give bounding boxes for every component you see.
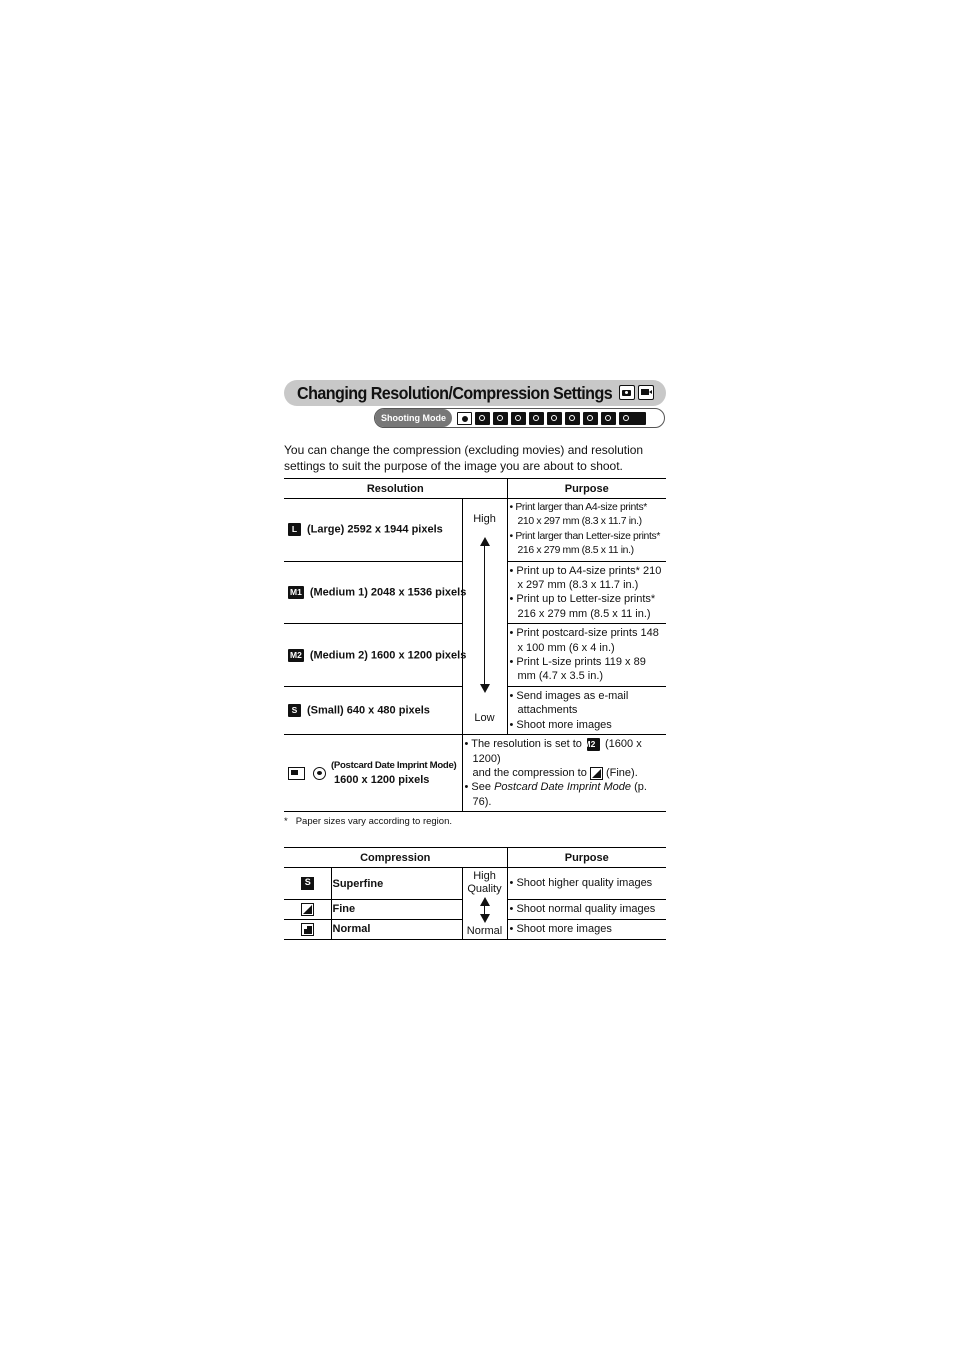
- quality-arrow-cell: [462, 499, 507, 735]
- fine-icon: [590, 767, 603, 780]
- digital-macro-icon: [493, 412, 508, 425]
- purpose-header: Purpose: [507, 848, 666, 868]
- normal-label: Normal: [466, 924, 503, 937]
- manual-page: [284, 380, 666, 940]
- fine-label: Fine: [331, 900, 462, 919]
- list-item: • Print larger than Letter-size prints* 216 x 279 mm (8.5 x 11 in.): [509, 530, 661, 557]
- date-imprint-icon: [313, 767, 326, 780]
- purpose-large: [507, 499, 666, 562]
- high-label: High: [473, 513, 496, 525]
- postcard-label: (Postcard Date Imprint Mode): [331, 760, 457, 772]
- arrow-down-icon: [480, 684, 490, 693]
- list-item: • The resolution is set to M2 (1600 x 1200) and the compression to (Fine).: [464, 738, 642, 779]
- table-row: [284, 499, 666, 562]
- list-item: • Send images as e-mail attachments: [509, 689, 629, 717]
- resolution-header-row: [284, 479, 666, 499]
- page-title: Changing Resolution/Compression Settings: [297, 382, 613, 403]
- title-icons: [619, 385, 654, 400]
- purpose-normal: • Shoot more images: [507, 919, 666, 939]
- night-scene-icon: [547, 412, 562, 425]
- compression-header: Compression: [284, 848, 507, 868]
- s-badge-icon: S: [288, 704, 301, 717]
- manual-icon: [475, 412, 490, 425]
- purpose-header: Purpose: [507, 479, 666, 499]
- intro-text: You can change the compression (excluding movies) and resolution settings to suit the purpose of the image you are about to shoot.: [284, 443, 644, 473]
- compression-table: [284, 847, 666, 939]
- list-item: • Print postcard-size prints 148 x 100 mm (6 x 4 in.): [509, 627, 659, 654]
- shooting-mode-row: [284, 408, 666, 428]
- resolution-label: (Small) 640 x 480 pixels: [307, 704, 430, 717]
- stitch-assist-icon: [619, 412, 646, 425]
- compression-header-row: [284, 848, 666, 868]
- list-item: • Shoot more images: [509, 718, 612, 731]
- mode-icons: [457, 412, 646, 425]
- purpose-superfine: • Shoot higher quality images: [507, 868, 666, 900]
- shooting-mode-bar: [374, 408, 665, 428]
- table-row: [284, 868, 666, 900]
- low-label: Low: [474, 712, 495, 725]
- list-item: • Print up to Letter-size prints* 216 x 279 mm (8.5 x 11 in.): [509, 593, 656, 620]
- resolution-header: Resolution: [284, 479, 507, 499]
- shooting-mode-label: Shooting Mode: [375, 409, 452, 427]
- portrait-icon: [511, 412, 526, 425]
- list-item: • See Postcard Date Imprint Mode (p. 76).: [464, 781, 647, 808]
- footnote: * Paper sizes vary according to region.: [284, 816, 453, 828]
- section-title-bar: [284, 380, 666, 406]
- resolution-large: [284, 499, 462, 562]
- purpose-medium2: [507, 624, 666, 687]
- slow-shutter-icon: [583, 412, 598, 425]
- m2-badge-icon: M2: [290, 649, 302, 660]
- fine-icon: [301, 903, 314, 916]
- normal-icon: [301, 923, 314, 936]
- large-badge-icon: L: [288, 523, 301, 536]
- special-scene-icon: [601, 412, 616, 425]
- camera-icon: [619, 385, 635, 400]
- normal-label: Normal: [331, 919, 462, 939]
- postcard-icons: [288, 767, 326, 780]
- superfine-icon: [301, 877, 314, 890]
- resolution-table: [284, 478, 666, 812]
- fast-shutter-icon: [565, 412, 580, 425]
- high-label: High: [473, 870, 496, 883]
- resolution-medium2: [284, 624, 467, 687]
- resolution-label: (Medium 1) 2048 x 1536 pixels: [309, 586, 467, 599]
- m2-badge-icon: M2: [587, 738, 600, 751]
- postcard-icon: [288, 767, 305, 780]
- fine-icon-cell: [284, 900, 331, 919]
- superfine-label: Superfine: [331, 868, 462, 900]
- landscape-icon: [529, 412, 544, 425]
- superfine-icon-cell: [284, 868, 331, 900]
- list-item: • Print larger than A4-size prints* 210 x 297 mm (8.3 x 11.7 in.): [509, 502, 648, 528]
- resolution-medium1: [284, 561, 467, 624]
- arrow-down-icon: [480, 914, 490, 923]
- m1-badge-icon: M1: [290, 586, 302, 597]
- postcard-pixels: 1600 x 1200 pixels: [334, 774, 430, 787]
- compression-arrow-cell: [462, 868, 507, 939]
- purpose-small: [507, 686, 666, 734]
- quality-label: Quality: [467, 883, 502, 896]
- resolution-postcard: [284, 735, 462, 812]
- auto-icon: [457, 412, 472, 425]
- resolution-label: (Medium 2) 1600 x 1200 pixels: [309, 648, 467, 661]
- movie-icon: [638, 385, 654, 400]
- normal-icon-cell: [284, 919, 331, 939]
- purpose-postcard: [462, 735, 666, 812]
- purpose-medium1: [507, 561, 666, 624]
- resolution-label: (Large) 2592 x 1944 pixels: [307, 523, 443, 536]
- resolution-small: [284, 686, 462, 734]
- list-item: • Print up to A4-size prints* 210 x 297 mm (8.3 x 11.7 in.): [509, 564, 662, 592]
- postcard-row: [284, 735, 666, 812]
- list-item: • Print L-size prints 119 x 89 mm (4.7 x 3.5 in.): [509, 656, 646, 683]
- arrow-shaft: [484, 544, 485, 684]
- purpose-fine: • Shoot normal quality images: [507, 900, 666, 919]
